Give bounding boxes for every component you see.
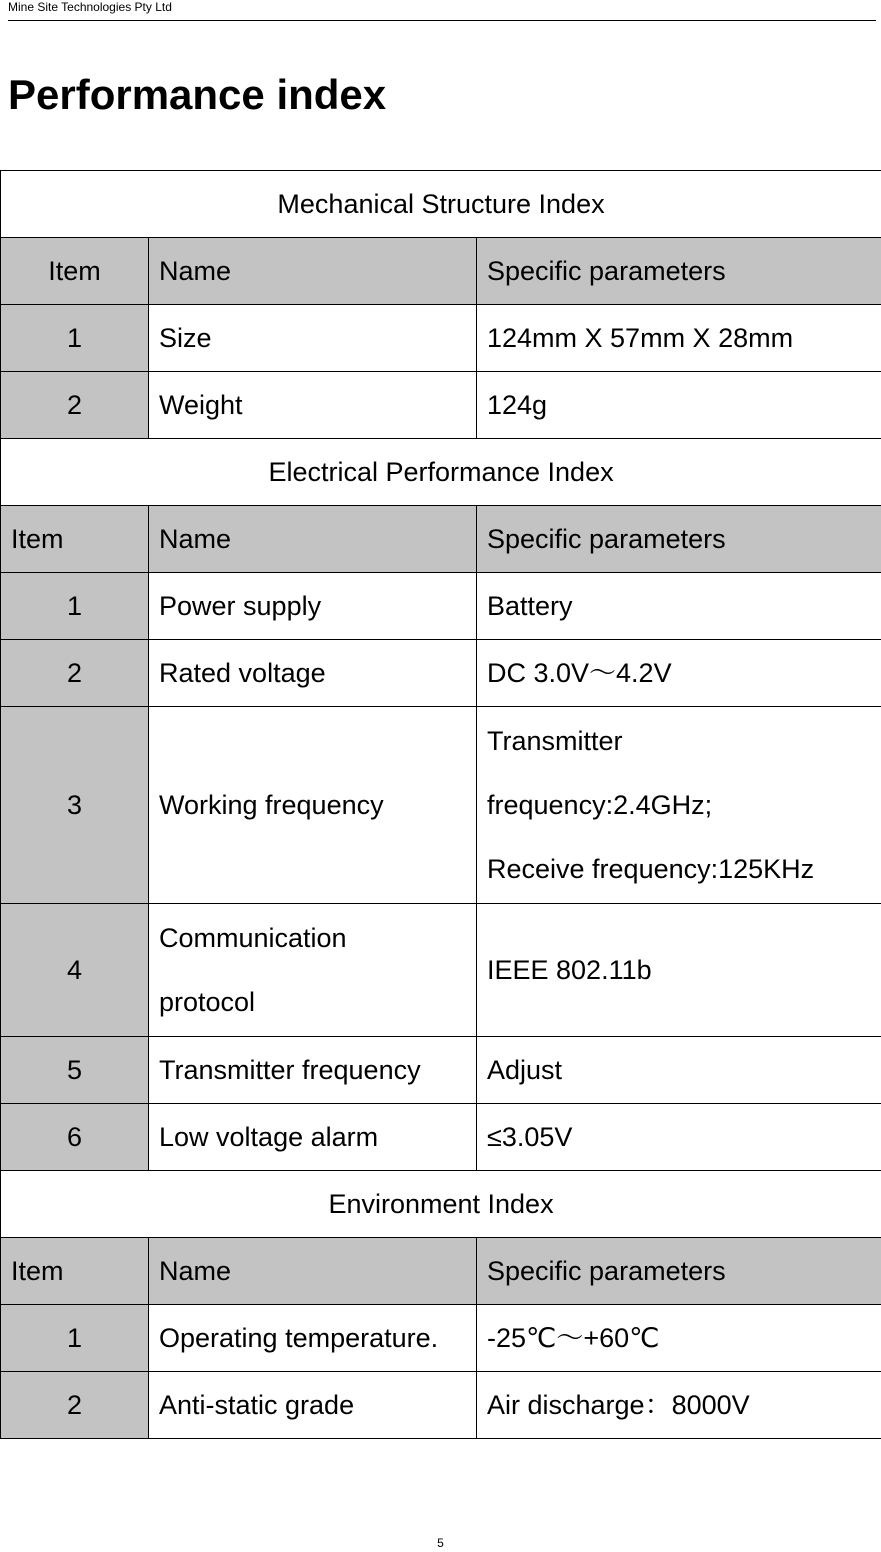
parameter-value: Adjust [477,1037,881,1104]
parameter-value: IEEE 802.11b [477,904,881,1037]
item-number: 2 [1,372,149,439]
item-number: 4 [1,904,149,1037]
section-heading-row [1,171,881,238]
item-number: 5 [1,1037,149,1104]
performance-table [0,170,881,1439]
parameter-value: Air discharge：8000V [477,1372,881,1439]
section-heading: Mechanical Structure Index [1,171,881,238]
parameter-value: DC 3.0V～4.2V [477,640,881,707]
item-number: 2 [1,1372,149,1439]
section-heading: Environment Index [1,1171,881,1238]
column-header-parameters: Specific parameters [477,506,881,573]
parameter-name-line: Communication [159,923,347,953]
parameter-name: Low voltage alarm [149,1104,477,1171]
parameter-value: ≤3.05V [477,1104,881,1171]
table-row [1,904,881,1037]
column-header-item: Item [1,506,149,573]
parameter-value: Battery [477,573,881,640]
table-row [1,640,881,707]
table-row [1,1305,881,1372]
parameter-name: Rated voltage [149,640,477,707]
column-header-row [1,238,881,305]
table-row [1,305,881,372]
column-header-name: Name [149,238,477,305]
parameter-value [477,707,881,904]
parameter-name: Power supply [149,573,477,640]
parameter-name: Size [149,305,477,372]
parameter-name: Working frequency [149,707,477,904]
item-number: 2 [1,640,149,707]
item-number: 1 [1,1305,149,1372]
parameter-name: Anti-static grade [149,1372,477,1439]
parameter-value-line: Transmitter [487,726,623,756]
column-header-item: Item [1,238,149,305]
column-header-item: Item [1,1238,149,1305]
parameter-value-line: Receive frequency:125KHz [487,854,815,884]
parameter-name [149,904,477,1037]
column-header-name: Name [149,506,477,573]
section-heading: Electrical Performance Index [1,439,881,506]
parameter-name: Operating temperature. [149,1305,477,1372]
table-row [1,372,881,439]
parameter-name: Transmitter frequency [149,1037,477,1104]
parameter-name: Weight [149,372,477,439]
table-row [1,1037,881,1104]
item-number: 3 [1,707,149,904]
column-header-parameters: Specific parameters [477,1238,881,1305]
running-header: Mine Site Technologies Pty Ltd [8,0,876,21]
item-number: 1 [1,305,149,372]
table-row [1,707,881,904]
table-row [1,573,881,640]
page-title: Performance index [8,71,387,118]
section-heading-row [1,1171,881,1238]
item-number: 1 [1,573,149,640]
parameter-value-line: frequency:2.4GHz; [487,790,713,820]
item-number: 6 [1,1104,149,1171]
column-header-parameters: Specific parameters [477,238,881,305]
section-heading-row [1,439,881,506]
parameter-name-line: protocol [159,987,256,1017]
page-number: 5 [437,1536,444,1550]
parameter-value: -25℃～+60℃ [477,1305,881,1372]
parameter-value: 124g [477,372,881,439]
column-header-row [1,506,881,573]
table-row [1,1372,881,1439]
parameter-value: 124mm X 57mm X 28mm [477,305,881,372]
column-header-name: Name [149,1238,477,1305]
table-row [1,1104,881,1171]
column-header-row [1,1238,881,1305]
